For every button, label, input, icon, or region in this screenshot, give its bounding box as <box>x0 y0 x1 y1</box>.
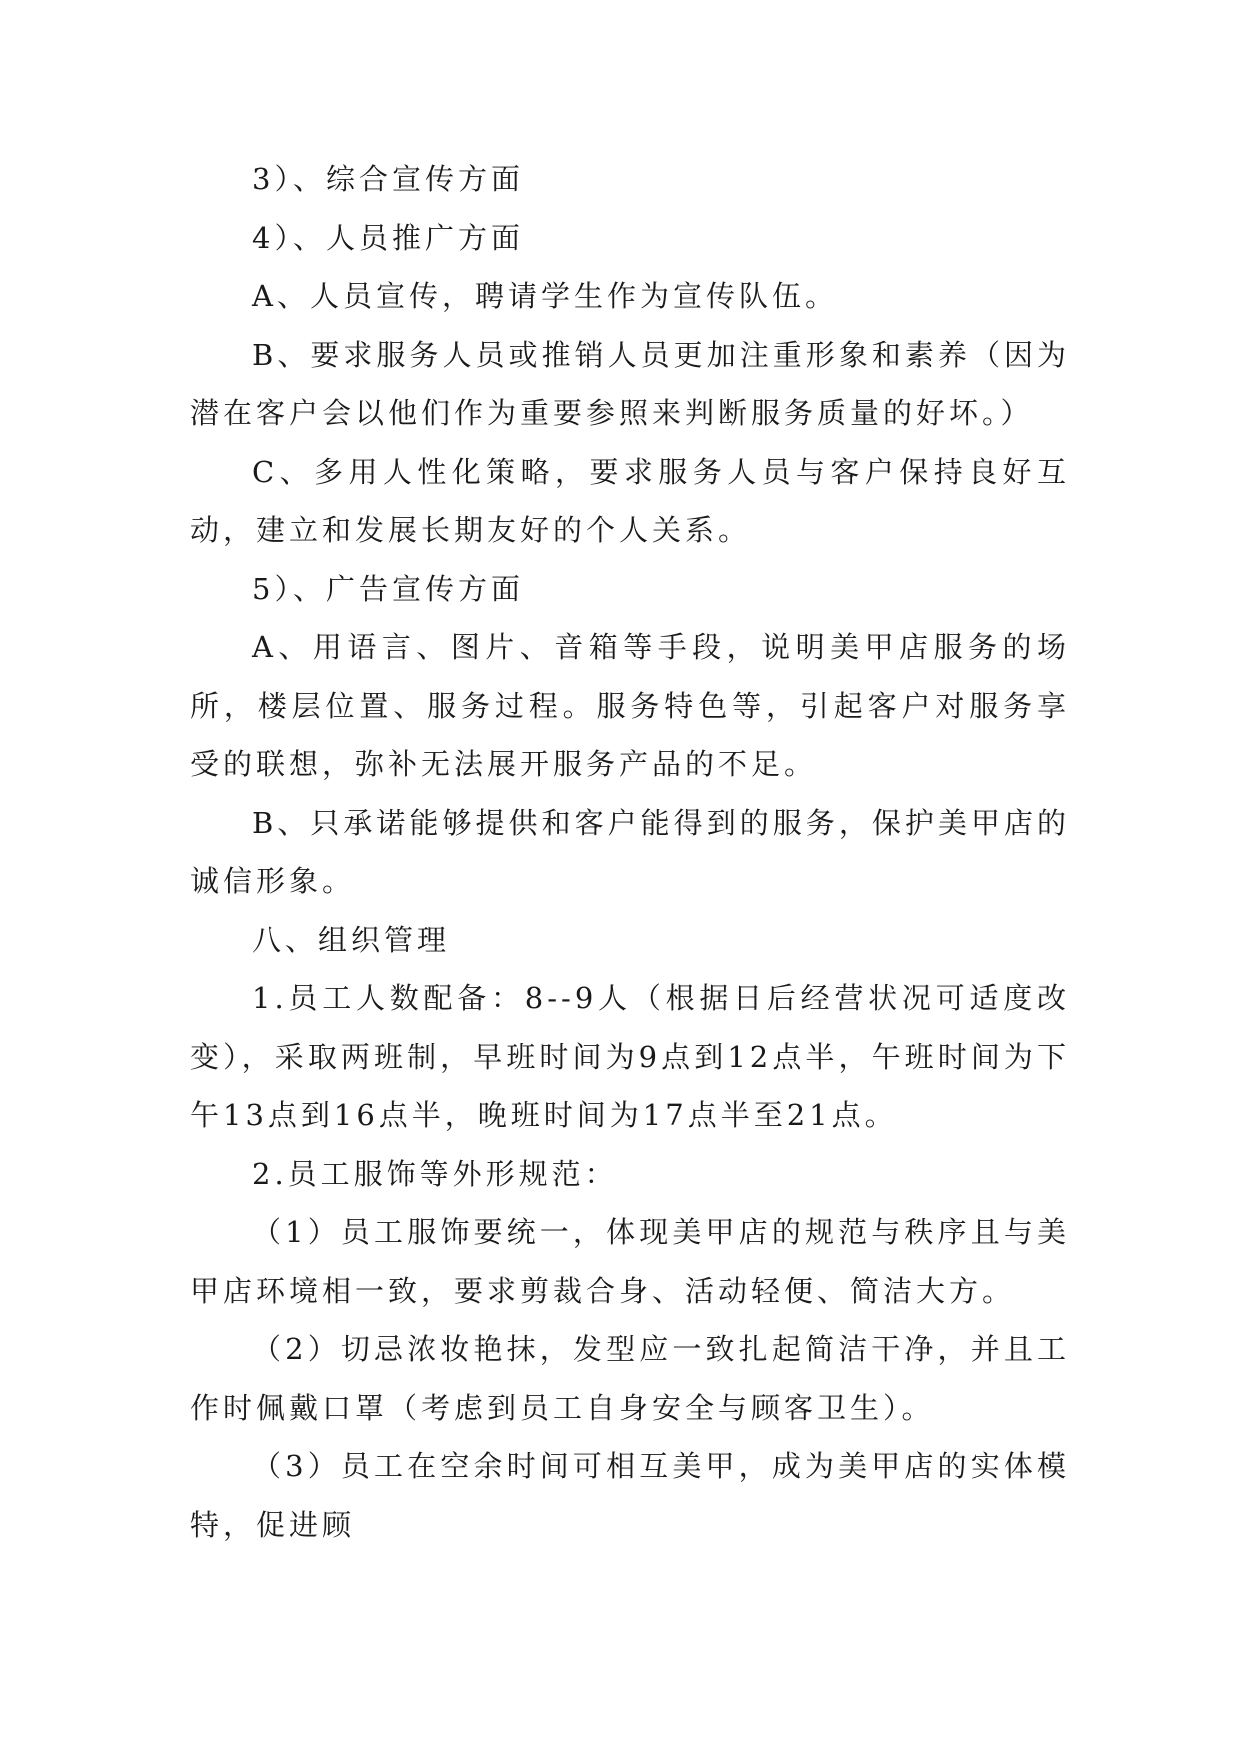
body-paragraph: B、要求服务人员或推销人员更加注重形象和素养（因为潜在客户会以他们作为重要参照来判断服务质量的好坏。） <box>190 337 1070 430</box>
body-paragraph: （2）切忌浓妆艳抹，发型应一致扎起简洁干净，并且工作时佩戴口罩（考虑到员工自身安全与顾客卫生）。 <box>190 1332 1070 1425</box>
section-heading: 4）、人员推广方面 <box>252 220 524 255</box>
body-paragraph: 1.员工人数配备：8--9人（根据日后经营状况可适度改变），采取两班制，早班时间为9点到12点半，午班时间为下午13点到16点半，晚班时间为17点半至21点。 <box>190 981 1070 1132</box>
body-paragraph: C、多用人性化策略，要求服务人员与客户保持良好互动，建立和发展长期友好的个人关系。 <box>190 454 1070 547</box>
body-paragraph: A、用语言、图片、音箱等手段，说明美甲店服务的场所，楼层位置、服务过程。服务特色等，引起客户对服务享受的联想，弥补无法展开服务产品的不足。 <box>190 630 1070 781</box>
body-paragraph: （1）员工服饰要统一，体现美甲店的规范与秩序且与美甲店环境相一致，要求剪裁合身、活动轻便、简洁大方。 <box>190 1215 1070 1308</box>
chapter-heading: 八、组织管理 <box>252 922 451 957</box>
document-page <box>190 150 1070 1554</box>
body-paragraph: B、只承诺能够提供和客户能得到的服务，保护美甲店的诚信形象。 <box>190 805 1070 898</box>
body-paragraph: （3）员工在空余时间可相互美甲，成为美甲店的实体模特，促进顾 <box>190 1449 1070 1542</box>
section-heading: 5）、广告宣传方面 <box>252 571 524 606</box>
body-paragraph: A、人员宣传，聘请学生作为宣传队伍。 <box>252 279 838 313</box>
section-heading: 2.员工服饰等外形规范： <box>252 1156 618 1191</box>
section-heading: 3）、综合宣传方面 <box>252 162 524 196</box>
